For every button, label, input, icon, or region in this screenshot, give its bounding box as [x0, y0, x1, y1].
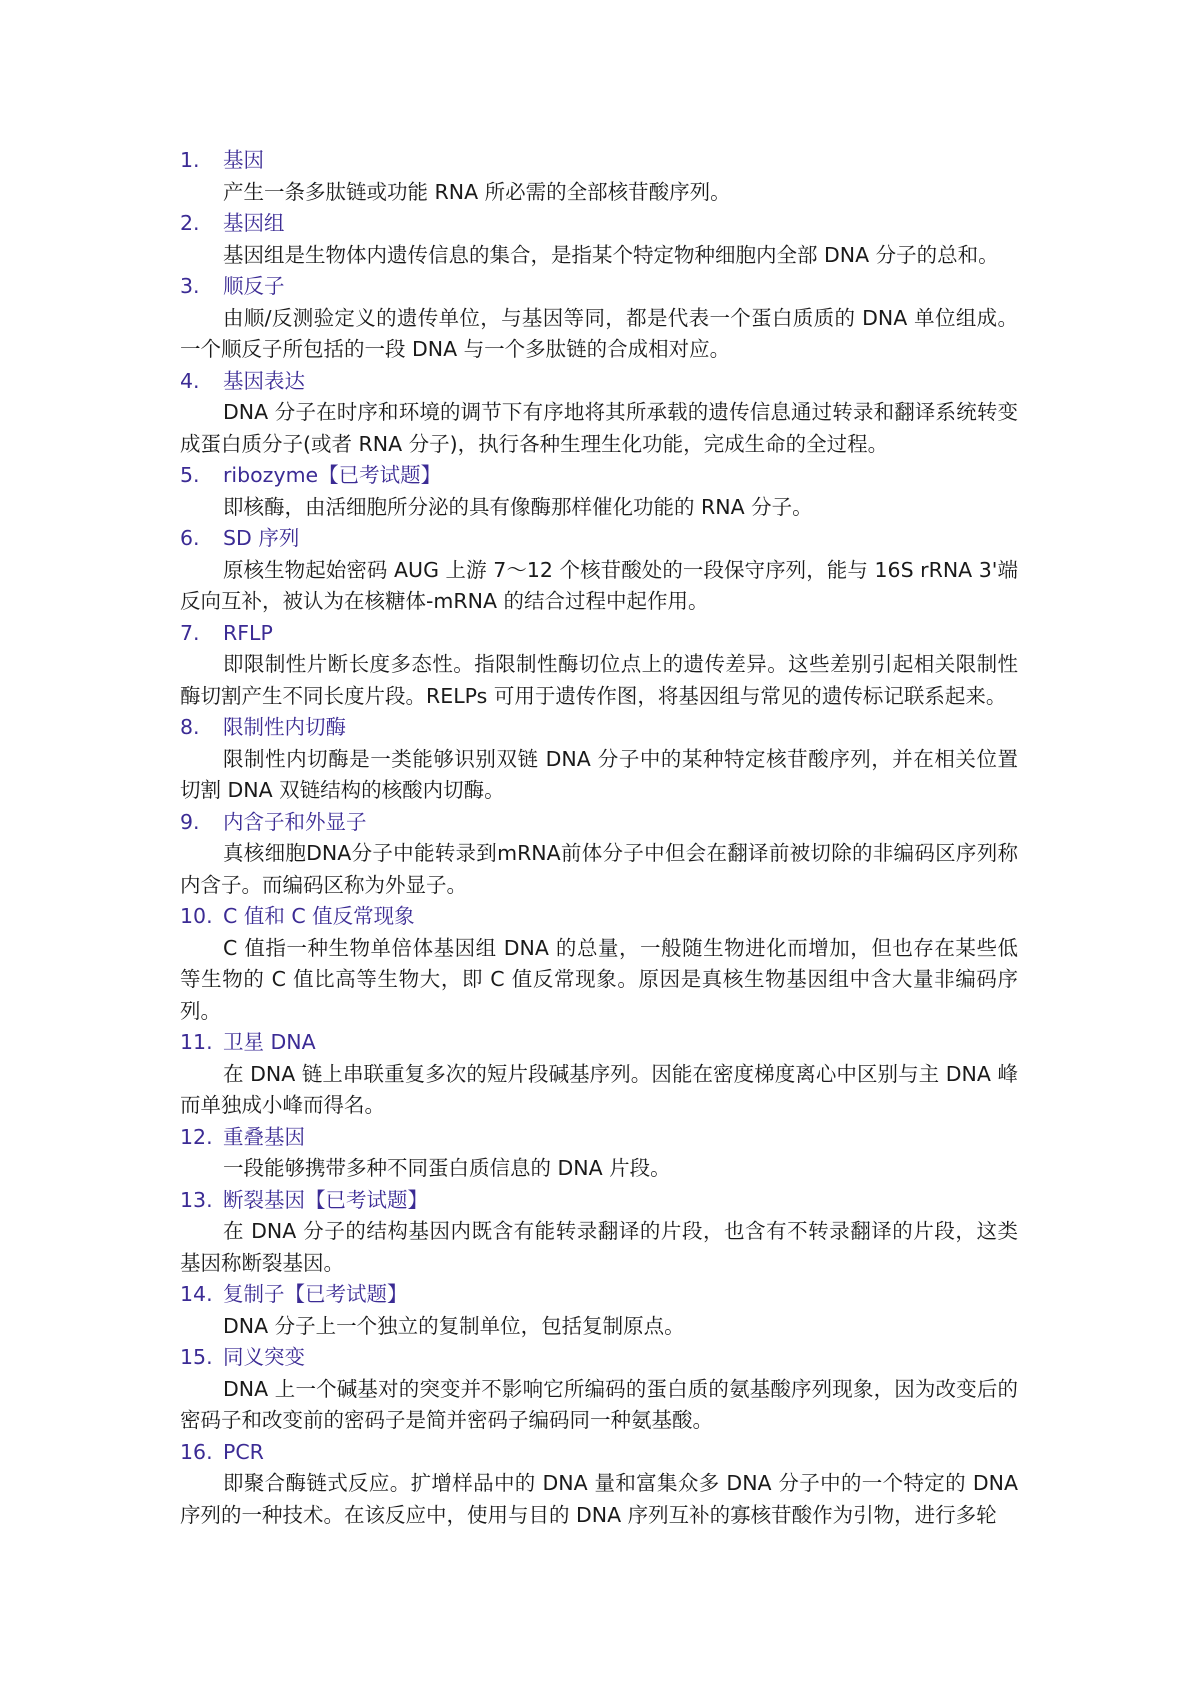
entry-number: 9. — [180, 809, 200, 834]
entry-definition: 在 DNA 链上串联重复多次的短片段碱基序列。因能在密度梯度离心中区别与主 DNA 峰而单独成小峰而得名。 — [180, 1061, 1018, 1117]
entry-definition: 原核生物起始密码 AUG 上游 7～12 个核苷酸处的一段保守序列，能与 16S rRNA 3'端反向互补，被认为在核糖体-mRNA 的结合过程中起作用。 — [180, 557, 1018, 613]
entry-number: 10. — [180, 904, 213, 928]
entry-term-line — [180, 366, 1018, 398]
entry-number: 12. — [180, 1124, 213, 1149]
entry-term-line — [180, 1342, 1018, 1374]
glossary-entry — [180, 523, 1018, 618]
entry-number: 6. — [180, 526, 200, 550]
entry-term: RFLP — [223, 620, 273, 645]
entry-number: 5. — [180, 463, 200, 487]
entry-term-line — [180, 618, 1018, 650]
entry-term: 基因表达 — [223, 368, 305, 393]
entry-definition: DNA 分子在时序和环境的调节下有序地将其所承载的遗传信息通过转录和翻译系统转变成蛋白质分子(或者 RNA 分子)，执行各种生理生化功能，完成生命的全过程。 — [180, 400, 1018, 456]
entry-number: 16. — [180, 1439, 213, 1464]
entry-number: 8. — [180, 715, 200, 739]
entry-number: 3. — [180, 274, 200, 298]
entry-definition: 在 DNA 分子的结构基因内既含有能转录翻译的片段，也含有不转录翻译的片段，这类基因称断裂基因。 — [180, 1219, 1018, 1275]
glossary-entry — [180, 271, 1018, 366]
entry-term-line — [180, 271, 1018, 303]
glossary-entry — [180, 460, 1018, 523]
glossary-entry — [180, 1185, 1018, 1280]
entry-term-line — [180, 523, 1018, 555]
entry-term-line — [180, 807, 1018, 839]
entry-definition: 即核酶，由活细胞所分泌的具有像酶那样催化功能的 RNA 分子。 — [223, 494, 813, 519]
entry-term: PCR — [223, 1439, 264, 1464]
glossary-document — [180, 145, 1018, 1531]
entry-term-line — [180, 1185, 1018, 1217]
glossary-entry — [180, 712, 1018, 807]
entry-term: 复制子【已考试题】 — [223, 1282, 408, 1306]
glossary-entry — [180, 1279, 1018, 1342]
entry-definition: 基因组是生物体内遗传信息的集合，是指某个特定物种细胞内全部 DNA 分子的总和。 — [223, 242, 999, 267]
glossary-entry — [180, 1342, 1018, 1437]
entry-term: 基因组 — [223, 211, 285, 235]
entry-number: 13. — [180, 1187, 213, 1212]
glossary-entry — [180, 366, 1018, 461]
glossary-entry — [180, 1027, 1018, 1122]
entry-term: 重叠基因 — [223, 1124, 305, 1149]
entry-term-line — [180, 208, 1018, 240]
entry-term-line — [180, 145, 1018, 177]
entry-term: 限制性内切酶 — [223, 715, 346, 739]
entry-term-line — [180, 1279, 1018, 1311]
entry-term: ribozyme【已考试题】 — [223, 463, 442, 487]
entry-term-line — [180, 460, 1018, 492]
entry-number: 1. — [180, 148, 200, 172]
entry-term: 内含子和外显子 — [223, 809, 367, 834]
entry-term-line — [180, 712, 1018, 744]
glossary-entry — [180, 618, 1018, 713]
glossary-entry — [180, 1437, 1018, 1532]
entry-term: 同义突变 — [223, 1345, 305, 1369]
entry-number: 11. — [180, 1030, 213, 1054]
entry-definition: 即限制性片断长度多态性。指限制性酶切位点上的遗传差异。这些差别引起相关限制性酶切割产生不同长度片段。RELPs 可用于遗传作图，将基因组与常见的遗传标记联系起来。 — [180, 652, 1018, 708]
glossary-entry — [180, 145, 1018, 208]
entry-definition: DNA 上一个碱基对的突变并不影响它所编码的蛋白质的氨基酸序列现象，因为改变后的密码子和改变前的密码子是简并密码子编码同一种氨基酸。 — [180, 1376, 1018, 1432]
entry-number: 2. — [180, 211, 200, 235]
entry-term: C 值和 C 值反常现象 — [223, 904, 415, 928]
entry-definition: 产生一条多肽链或功能 RNA 所必需的全部核苷酸序列。 — [223, 179, 731, 204]
entry-number: 4. — [180, 368, 200, 393]
glossary-entry — [180, 1122, 1018, 1185]
entry-term-line — [180, 901, 1018, 933]
glossary-entry — [180, 208, 1018, 271]
entry-term: 断裂基因【已考试题】 — [223, 1187, 428, 1212]
entry-term: 基因 — [223, 148, 264, 172]
entry-number: 14. — [180, 1282, 213, 1306]
entry-term-line — [180, 1027, 1018, 1059]
entry-term: 顺反子 — [223, 274, 285, 298]
entry-definition: C 值指一种生物单倍体基因组 DNA 的总量，一般随生物进化而增加，但也存在某些低等生物的 C 值比高等生物大，即 C 值反常现象。原因是真核生物基因组中含大量非编码序列。 — [180, 935, 1018, 1023]
entry-term: 卫星 DNA — [223, 1030, 316, 1054]
entry-number: 15. — [180, 1345, 213, 1369]
entry-term-line — [180, 1437, 1018, 1469]
entry-number: 7. — [180, 620, 200, 645]
entry-definition: 即聚合酶链式反应。扩增样品中的 DNA 量和富集众多 DNA 分子中的一个特定的 DNA 序列的一种技术。在该反应中，使用与目的 DNA 序列互补的寡核苷酸作为引物，进行多轮 — [180, 1471, 1018, 1527]
entry-definition: 一段能够携带多种不同蛋白质信息的 DNA 片段。 — [223, 1156, 671, 1180]
entry-definition: 真核细胞DNA分子中能转录到mRNA前体分子中但会在翻译前被切除的非编码区序列称内含子。而编码区称为外显子。 — [180, 841, 1018, 897]
glossary-entry — [180, 807, 1018, 902]
entry-definition: 由顺/反测验定义的遗传单位，与基因等同，都是代表一个蛋白质质的 DNA 单位组成。一个顺反子所包括的一段 DNA 与一个多肽链的合成相对应。 — [180, 305, 1018, 361]
entry-definition: DNA 分子上一个独立的复制单位，包括复制原点。 — [223, 1313, 685, 1338]
entry-term-line — [180, 1122, 1018, 1154]
glossary-entry — [180, 901, 1018, 1027]
entry-term: SD 序列 — [223, 526, 300, 550]
entry-definition: 限制性内切酶是一类能够识别双链 DNA 分子中的某种特定核苷酸序列，并在相关位置切割 DNA 双链结构的核酸内切酶。 — [180, 746, 1018, 802]
